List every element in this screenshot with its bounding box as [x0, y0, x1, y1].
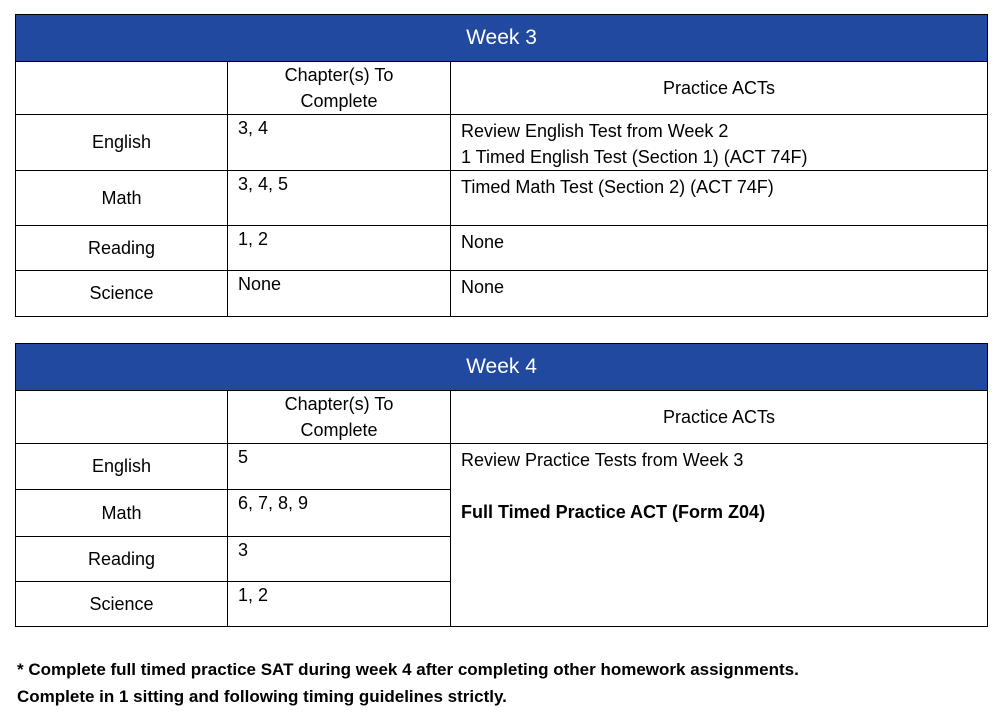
table-row — [16, 271, 988, 317]
footnote — [17, 656, 799, 710]
table-row — [16, 444, 988, 490]
practice-cell — [451, 226, 988, 271]
chapters-cell: 3, 4, 5 — [228, 171, 451, 226]
practice-cell — [451, 115, 988, 171]
week-3-title: Week 3 — [16, 15, 988, 62]
practice-line: Timed Math Test (Section 2) (ACT 74F) — [461, 177, 774, 197]
subject-cell: Math — [16, 171, 228, 226]
practice-cell — [451, 171, 988, 226]
practice-line: 1 Timed English Test (Section 1) (ACT 74F) — [461, 147, 808, 167]
chapters-cell: 1, 2 — [228, 582, 451, 627]
table-header-row — [16, 62, 988, 115]
chapters-cell: None — [228, 271, 451, 317]
table-row — [16, 226, 988, 271]
subject-cell: Reading — [16, 226, 228, 271]
empty-header-cell — [16, 62, 228, 115]
practice-header: Practice ACTs — [451, 391, 988, 444]
week-3-table — [15, 14, 988, 317]
subject-cell: Science — [16, 582, 228, 627]
footnote-line-1: * Complete full timed practice SAT during week 4 after completing other homework assignments. — [17, 660, 799, 679]
subject-cell: Reading — [16, 537, 228, 582]
subject-cell: Math — [16, 490, 228, 537]
subject-cell: Science — [16, 271, 228, 317]
practice-line: Review Practice Tests from Week 3 — [461, 450, 744, 470]
chapters-cell: 5 — [228, 444, 451, 490]
practice-line: Review English Test from Week 2 — [461, 121, 729, 141]
practice-line: None — [461, 277, 505, 297]
practice-line-bold: Full Timed Practice ACT (Form Z04) — [461, 502, 766, 522]
table-header-row — [16, 391, 988, 444]
footnote-line-2: Complete in 1 sitting and following timing guidelines strictly. — [17, 687, 507, 706]
week-4-table — [15, 343, 988, 627]
practice-cell — [451, 271, 988, 317]
chapters-cell: 3, 4 — [228, 115, 451, 171]
subject-cell: English — [16, 115, 228, 171]
table-row — [16, 115, 988, 171]
chapters-cell: 3 — [228, 537, 451, 582]
chapters-header: Chapter(s) To Complete — [228, 62, 451, 115]
chapters-cell: 1, 2 — [228, 226, 451, 271]
practice-line: None — [461, 232, 505, 252]
chapters-cell: 6, 7, 8, 9 — [228, 490, 451, 537]
practice-header: Practice ACTs — [451, 62, 988, 115]
chapters-header: Chapter(s) To Complete — [228, 391, 451, 444]
practice-cell-merged — [451, 444, 988, 627]
empty-header-cell — [16, 391, 228, 444]
table-row — [16, 171, 988, 226]
week-4-title: Week 4 — [16, 344, 988, 391]
subject-cell: English — [16, 444, 228, 490]
